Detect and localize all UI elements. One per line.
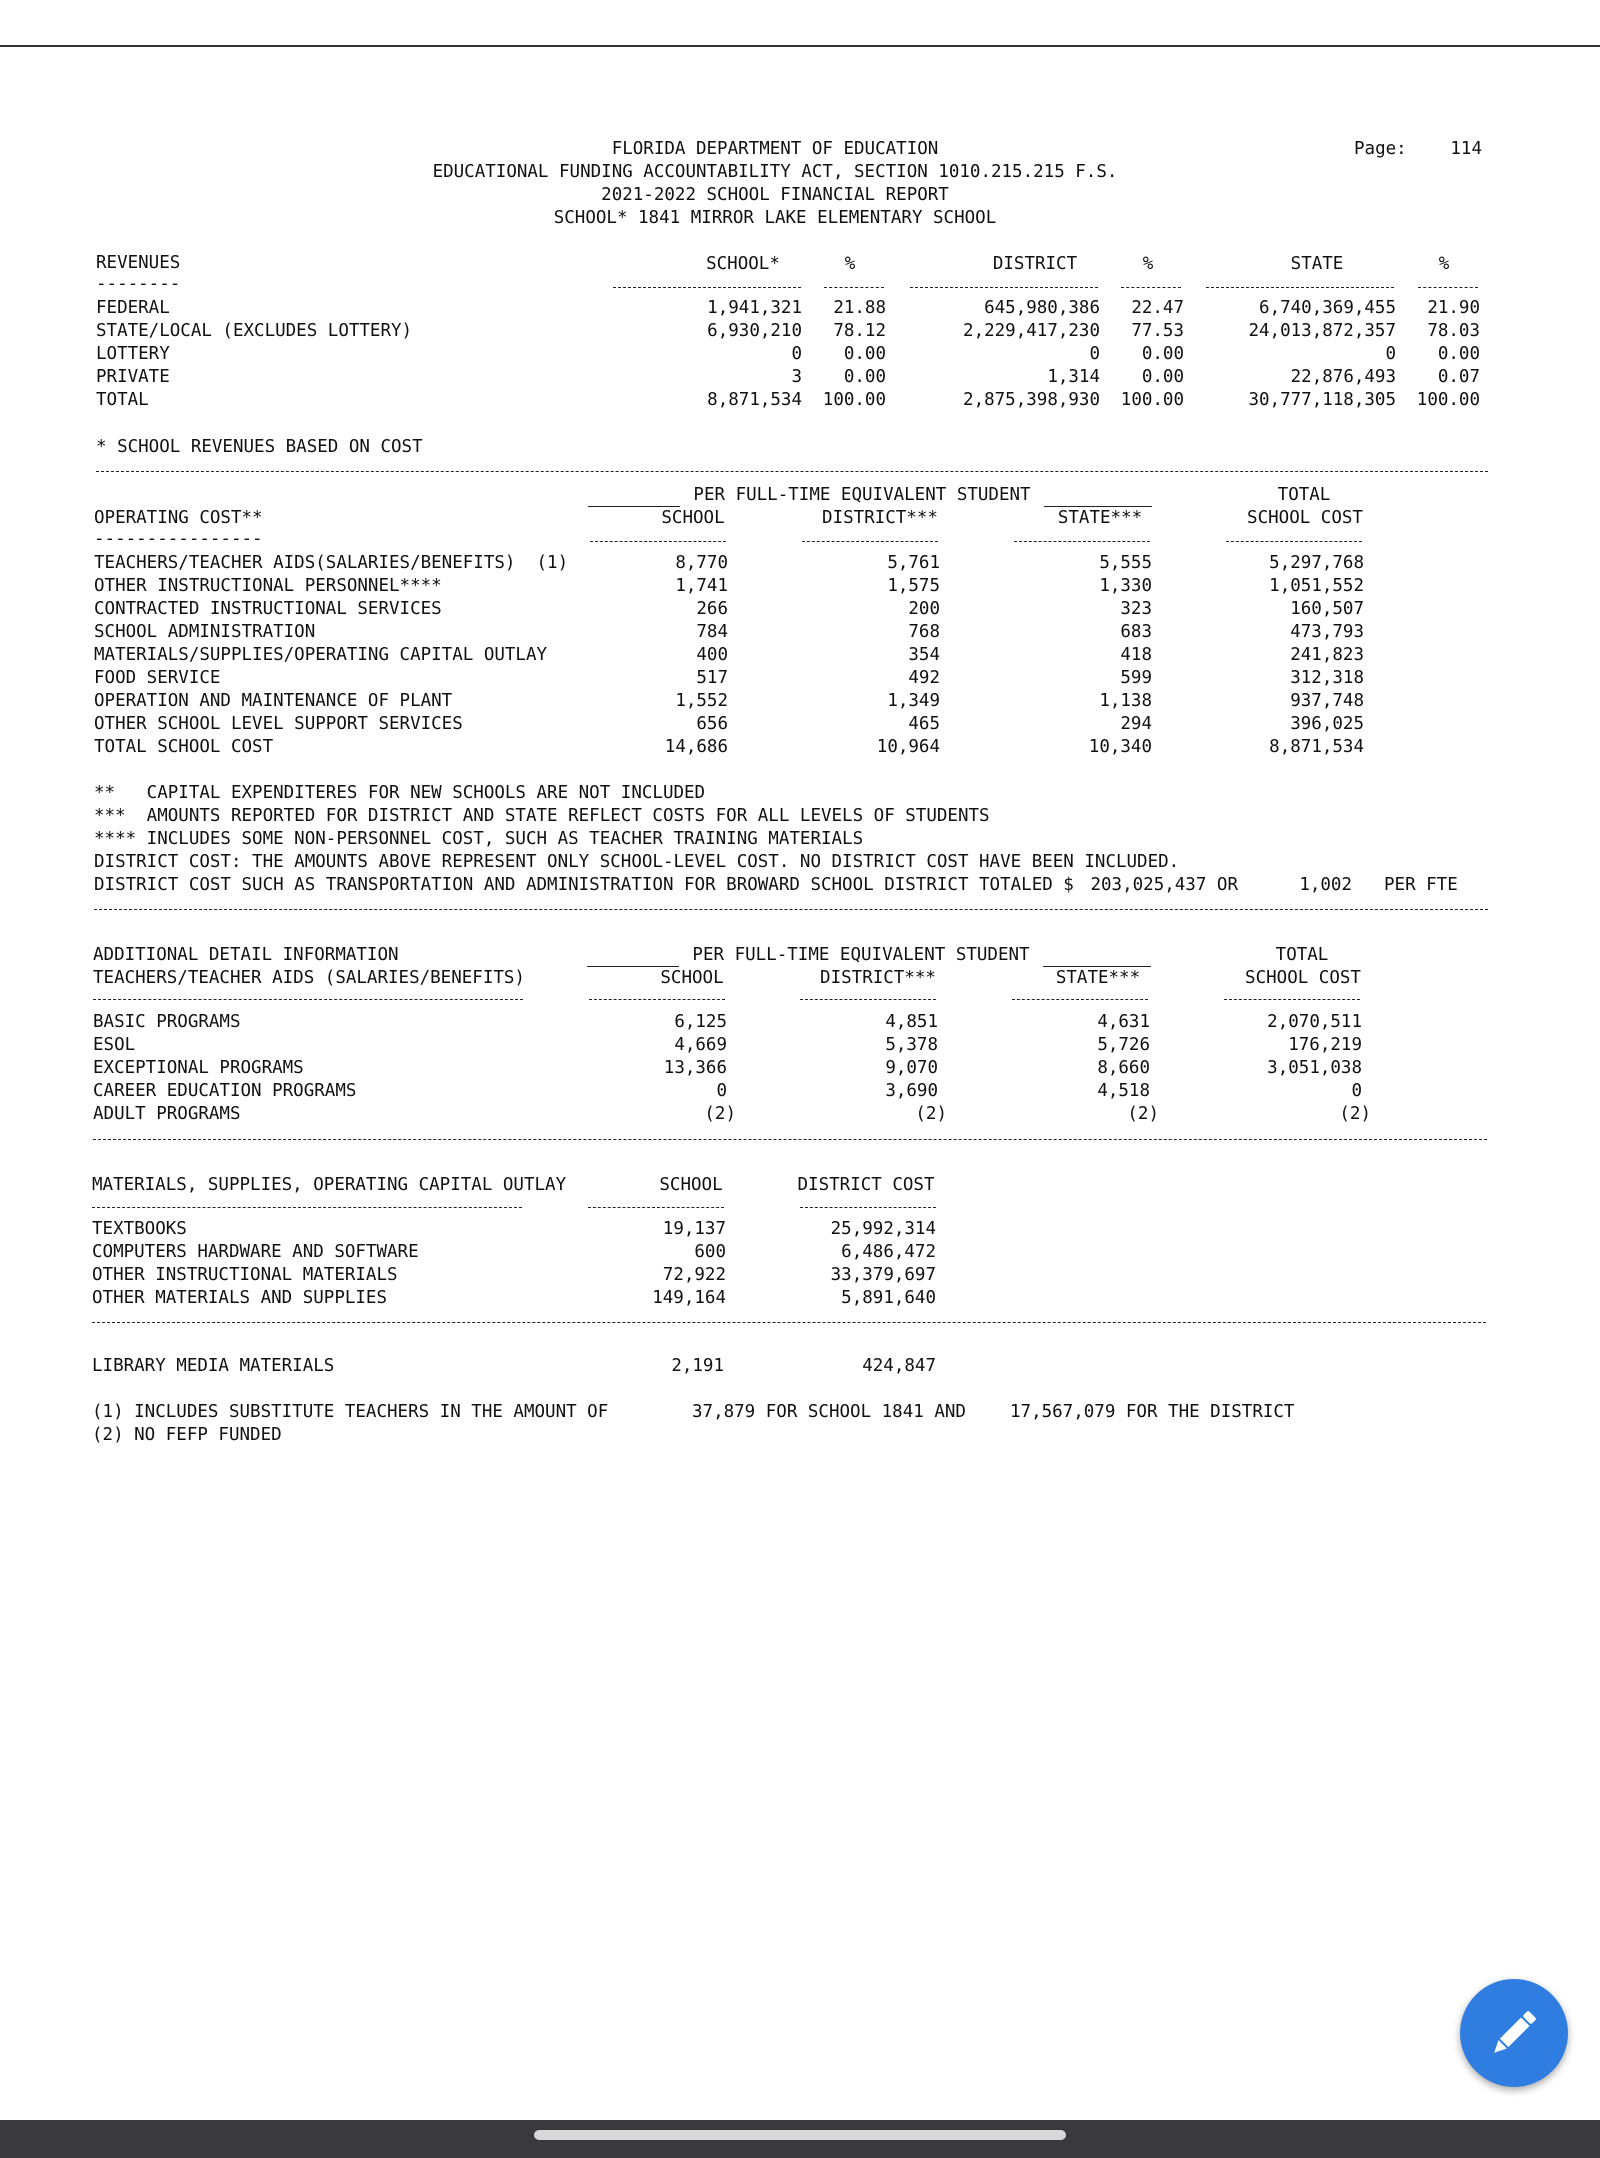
revenue-school-pct: 78.12 <box>833 321 886 341</box>
additional-school: 0 <box>716 1081 727 1101</box>
revenue-label: PRIVATE <box>96 367 170 387</box>
edit-fab-button[interactable] <box>1460 1979 1568 2087</box>
materials-label: TEXTBOOKS <box>92 1219 187 1239</box>
report-school: SCHOOL* 1841 MIRROR LAKE ELEMENTARY SCHOOL <box>553 208 997 228</box>
revenue-school-pct: 100.00 <box>822 390 886 410</box>
col-header: DISTRICT*** <box>822 508 938 528</box>
operating-state: 1,330 <box>1099 576 1152 596</box>
additional-district: 3,690 <box>885 1081 938 1101</box>
revenue-school: 0 <box>791 344 802 364</box>
operating-total: 8,871,534 <box>1269 737 1364 757</box>
revenue-state: 6,740,369,455 <box>1259 298 1396 318</box>
additional-school: 4,669 <box>674 1035 727 1055</box>
operating-label: OTHER INSTRUCTIONAL PERSONNEL**** <box>94 576 442 596</box>
operating-title: OPERATING COST** <box>94 508 263 528</box>
additional-state: 5,726 <box>1097 1035 1150 1055</box>
materials-label: OTHER INSTRUCTIONAL MATERIALS <box>92 1265 398 1285</box>
materials-title: MATERIALS, SUPPLIES, OPERATING CAPITAL OUTLAY <box>92 1175 567 1195</box>
operating-total: 396,025 <box>1290 714 1364 734</box>
operating-school: 1,552 <box>675 691 728 711</box>
additional-school: 13,366 <box>663 1058 727 1078</box>
revenue-school-pct: 21.88 <box>833 298 886 318</box>
col-header: DISTRICT <box>992 254 1078 274</box>
col-underline <box>590 541 726 542</box>
additional-label: ESOL <box>93 1035 136 1055</box>
per-fte-header: PER FULL-TIME EQUIVALENT STUDENT <box>693 485 1031 505</box>
footnote-1: (1) INCLUDES SUBSTITUTE TEACHERS IN THE AMOUNT OF <box>92 1402 609 1422</box>
revenue-district: 2,875,398,930 <box>963 390 1100 410</box>
revenue-district: 0 <box>1089 344 1100 364</box>
materials-district: 5,891,640 <box>841 1288 936 1308</box>
revenue-state-pct: 0.07 <box>1437 367 1480 387</box>
materials-district: 25,992,314 <box>830 1219 936 1239</box>
operating-total: 473,793 <box>1290 622 1364 642</box>
additional-label: CAREER EDUCATION PROGRAMS <box>93 1081 357 1101</box>
operating-note: DISTRICT COST: THE AMOUNTS ABOVE REPRESENT ONLY SCHOOL-LEVEL COST. NO DISTRICT COST HAVE BEEN INCLUDED. <box>94 852 1180 872</box>
operating-district: 354 <box>908 645 940 665</box>
materials-school: 149,164 <box>652 1288 726 1308</box>
operating-school: 266 <box>696 599 728 619</box>
operating-state: 10,340 <box>1088 737 1152 757</box>
materials-school: 72,922 <box>662 1265 726 1285</box>
report-act: EDUCATIONAL FUNDING ACCOUNTABILITY ACT, SECTION 1010.215.215 F.S. <box>432 162 1118 182</box>
additional-state: 4,631 <box>1097 1012 1150 1032</box>
col-underline <box>1014 541 1150 542</box>
operating-state: 323 <box>1120 599 1152 619</box>
operating-state: 5,555 <box>1099 553 1152 573</box>
revenue-district: 1,314 <box>1047 367 1100 387</box>
revenue-state-pct: 21.90 <box>1427 298 1480 318</box>
materials-school: 600 <box>694 1242 726 1262</box>
materials-label: OTHER MATERIALS AND SUPPLIES <box>92 1288 388 1308</box>
pencil-icon <box>1460 1979 1568 2087</box>
library-district: 424,847 <box>862 1356 936 1376</box>
col-underline <box>802 541 938 542</box>
operating-school: 656 <box>696 714 728 734</box>
operating-state: 294 <box>1120 714 1152 734</box>
col-underline <box>1121 287 1181 288</box>
page-label: Page: <box>1354 139 1407 159</box>
operating-total: 5,297,768 <box>1269 553 1364 573</box>
revenue-school-pct: 0.00 <box>843 344 886 364</box>
operating-label: SCHOOL ADMINISTRATION <box>94 622 316 642</box>
revenue-district-pct: 0.00 <box>1141 367 1184 387</box>
col-underline <box>93 999 523 1000</box>
operating-school: 517 <box>696 668 728 688</box>
additional-district: 4,851 <box>885 1012 938 1032</box>
revenue-state: 24,013,872,357 <box>1248 321 1396 341</box>
col-underline <box>1418 287 1478 288</box>
operating-district: 1,575 <box>887 576 940 596</box>
col-underline <box>800 999 936 1000</box>
operating-label: TEACHERS/TEACHER AIDS(SALARIES/BENEFITS) (1) <box>94 553 569 573</box>
revenues-title-underline: -------- <box>96 274 181 294</box>
additional-subtitle: TEACHERS/TEACHER AIDS (SALARIES/BENEFITS) <box>93 968 525 988</box>
col-header: STATE*** <box>1057 508 1143 528</box>
revenue-school: 6,930,210 <box>707 321 802 341</box>
additional-district: 9,070 <box>885 1058 938 1078</box>
col-header: STATE <box>1290 254 1344 274</box>
additional-total: 176,219 <box>1288 1035 1362 1055</box>
revenue-state-pct: 78.03 <box>1427 321 1480 341</box>
col-header: DISTRICT COST <box>797 1175 935 1195</box>
revenue-district-pct: 77.53 <box>1131 321 1184 341</box>
total-label: TOTAL <box>1275 945 1329 965</box>
materials-school: 19,137 <box>662 1219 726 1239</box>
operating-district: 465 <box>908 714 940 734</box>
materials-label: COMPUTERS HARDWARE AND SOFTWARE <box>92 1242 419 1262</box>
col-header: DISTRICT*** <box>820 968 936 988</box>
additional-school: 6,125 <box>674 1012 727 1032</box>
section-divider <box>96 471 1488 472</box>
operating-total: 937,748 <box>1290 691 1364 711</box>
revenue-state-pct: 100.00 <box>1416 390 1480 410</box>
footnote-2: (2) NO FEFP FUNDED <box>92 1425 282 1445</box>
additional-total: (2) <box>1339 1104 1371 1124</box>
additional-district: 5,378 <box>885 1035 938 1055</box>
col-header: SCHOOL* <box>706 254 780 274</box>
additional-total: 0 <box>1351 1081 1362 1101</box>
revenue-district: 2,229,417,230 <box>963 321 1100 341</box>
revenues-note: * SCHOOL REVENUES BASED ON COST <box>96 437 423 457</box>
additional-total: 3,051,038 <box>1267 1058 1362 1078</box>
operating-label: FOOD SERVICE <box>94 668 221 688</box>
col-header: % <box>844 254 856 274</box>
additional-state: 4,518 <box>1097 1081 1150 1101</box>
library-label: LIBRARY MEDIA MATERIALS <box>92 1356 335 1376</box>
operating-total: 1,051,552 <box>1269 576 1364 596</box>
col-underline <box>589 999 725 1000</box>
page-number: 114 <box>1450 139 1482 159</box>
operating-title-underline: ---------------- <box>94 529 263 549</box>
operating-school: 400 <box>696 645 728 665</box>
revenue-state: 30,777,118,305 <box>1248 390 1396 410</box>
col-underline <box>1012 999 1148 1000</box>
revenue-district-pct: 100.00 <box>1120 390 1184 410</box>
col-underline <box>824 287 884 288</box>
col-underline <box>92 1207 522 1208</box>
revenue-district-pct: 22.47 <box>1131 298 1184 318</box>
operating-state: 418 <box>1120 645 1152 665</box>
additional-title: ADDITIONAL DETAIL INFORMATION <box>93 945 399 965</box>
col-header: SCHOOL <box>659 1175 723 1195</box>
operating-district: 5,761 <box>887 553 940 573</box>
col-underline <box>1206 287 1394 288</box>
district-cost-per-fte: 1,002 <box>1299 875 1352 895</box>
materials-district: 6,486,472 <box>841 1242 936 1262</box>
operating-label: OTHER SCHOOL LEVEL SUPPORT SERVICES <box>94 714 463 734</box>
operating-total: 241,823 <box>1290 645 1364 665</box>
district-cost-amount: 203,025,437 OR <box>1090 875 1238 895</box>
col-underline <box>588 1207 724 1208</box>
col-header: SCHOOL COST <box>1247 508 1363 528</box>
col-header: SCHOOL COST <box>1245 968 1361 988</box>
additional-total: 2,070,511 <box>1267 1012 1362 1032</box>
operating-district: 768 <box>908 622 940 642</box>
additional-state: 8,660 <box>1097 1058 1150 1078</box>
section-divider <box>93 1139 1487 1140</box>
col-underline <box>1226 541 1362 542</box>
revenue-label: TOTAL <box>96 390 149 410</box>
district-cost-line: DISTRICT COST SUCH AS TRANSPORTATION AND ADMINISTRATION FOR BROWARD SCHOOL DISTRICT TOTALED $ <box>94 875 1074 895</box>
col-header: % <box>1142 254 1154 274</box>
total-label: TOTAL <box>1277 485 1331 505</box>
revenue-label: LOTTERY <box>96 344 170 364</box>
col-underline <box>910 287 1098 288</box>
additional-label: ADULT PROGRAMS <box>93 1104 241 1124</box>
revenue-state-pct: 0.00 <box>1437 344 1480 364</box>
library-school: 2,191 <box>671 1356 724 1376</box>
revenue-district: 645,980,386 <box>984 298 1100 318</box>
operating-district: 1,349 <box>887 691 940 711</box>
revenue-school: 1,941,321 <box>707 298 802 318</box>
operating-state: 683 <box>1120 622 1152 642</box>
col-header: % <box>1438 254 1450 274</box>
revenue-school: 8,871,534 <box>707 390 802 410</box>
additional-state: (2) <box>1127 1104 1159 1124</box>
report-title: FLORIDA DEPARTMENT OF EDUCATION <box>611 139 939 159</box>
operating-label: OPERATION AND MAINTENANCE OF PLANT <box>94 691 453 711</box>
operating-district: 200 <box>908 599 940 619</box>
operating-label: CONTRACTED INSTRUCTIONAL SERVICES <box>94 599 442 619</box>
top-divider <box>0 45 1600 47</box>
operating-label: TOTAL SCHOOL COST <box>94 737 274 757</box>
additional-label: BASIC PROGRAMS <box>93 1012 241 1032</box>
footnote-1-school: 37,879 FOR SCHOOL 1841 AND <box>692 1402 966 1422</box>
col-header: SCHOOL <box>660 968 724 988</box>
home-indicator[interactable] <box>534 2130 1066 2140</box>
operating-note: **** INCLUDES SOME NON-PERSONNEL COST, SUCH AS TEACHER TRAINING MATERIALS <box>94 829 864 849</box>
additional-school: (2) <box>704 1104 736 1124</box>
col-underline <box>800 1207 936 1208</box>
operating-district: 10,964 <box>876 737 940 757</box>
operating-school: 8,770 <box>675 553 728 573</box>
additional-label: EXCEPTIONAL PROGRAMS <box>93 1058 304 1078</box>
operating-school: 14,686 <box>664 737 728 757</box>
report-year: 2021-2022 SCHOOL FINANCIAL REPORT <box>601 185 949 205</box>
revenue-school: 3 <box>791 367 802 387</box>
per-fte-header: PER FULL-TIME EQUIVALENT STUDENT <box>692 945 1030 965</box>
operating-state: 1,138 <box>1099 691 1152 711</box>
operating-note: ** CAPITAL EXPENDITERES FOR NEW SCHOOLS ARE NOT INCLUDED <box>94 783 706 803</box>
col-underline <box>613 287 801 288</box>
per-fte-label: PER FTE <box>1384 875 1458 895</box>
col-header: SCHOOL <box>661 508 725 528</box>
revenue-state: 0 <box>1385 344 1396 364</box>
revenues-title: REVENUES <box>96 253 181 273</box>
operating-school: 1,741 <box>675 576 728 596</box>
revenue-school-pct: 0.00 <box>843 367 886 387</box>
operating-total: 312,318 <box>1290 668 1364 688</box>
revenue-label: STATE/LOCAL (EXCLUDES LOTTERY) <box>96 321 413 341</box>
operating-note: *** AMOUNTS REPORTED FOR DISTRICT AND STATE REFLECT COSTS FOR ALL LEVELS OF STUDENTS <box>94 806 990 826</box>
operating-total: 160,507 <box>1290 599 1364 619</box>
operating-school: 784 <box>696 622 728 642</box>
col-underline <box>1224 999 1360 1000</box>
revenue-label: FEDERAL <box>96 298 170 318</box>
section-divider <box>94 909 1488 910</box>
col-header: STATE*** <box>1055 968 1141 988</box>
operating-state: 599 <box>1120 668 1152 688</box>
additional-district: (2) <box>915 1104 947 1124</box>
footnote-1-district: 17,567,079 FOR THE DISTRICT <box>1010 1402 1295 1422</box>
revenue-state: 22,876,493 <box>1290 367 1396 387</box>
revenue-district-pct: 0.00 <box>1141 344 1184 364</box>
operating-label: MATERIALS/SUPPLIES/OPERATING CAPITAL OUTLAY <box>94 645 548 665</box>
materials-district: 33,379,697 <box>830 1265 936 1285</box>
system-nav-bar <box>0 2120 1600 2158</box>
section-divider <box>92 1322 1486 1323</box>
operating-district: 492 <box>908 668 940 688</box>
